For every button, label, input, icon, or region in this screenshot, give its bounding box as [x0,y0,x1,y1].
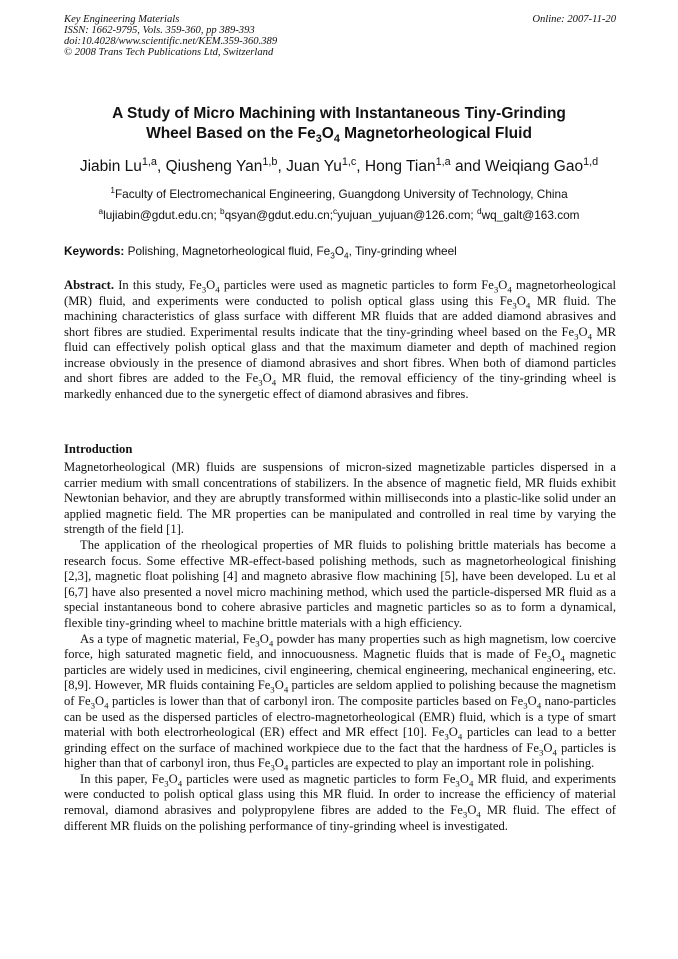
journal-copyright: © 2008 Trans Tech Publications Ltd, Switzerland [64,47,274,58]
abstract-label: Abstract. [64,278,115,292]
email-link[interactable]: qsyan@gdut.edu.cn; [224,208,333,222]
author: Qiusheng Yan$^{1,b}$, [165,155,287,175]
keywords-label: Keywords: [64,244,125,258]
title-line-1: A Study of Micro Machining with Instantaneous Tiny-Grinding [112,105,566,122]
abstract [64,278,616,402]
affiliation: $^1$Faculty of Electromechanical Engineering, Guangdong University of Technology, China [110,186,568,201]
author-list [60,157,618,177]
author: Hong Tian$^{1,a}$ and [364,155,486,175]
author: Weiqiang Gao$^{1,d}$ [485,155,599,175]
email-link[interactable]: lujiabin@gdut.edu.cn; [103,208,221,222]
email-link[interactable]: yujuan_yujuan@126.com; [337,208,477,222]
online-date: Online: 2007-11-20 [532,14,616,25]
journal-header [64,14,616,58]
title-line-2: Wheel Based on the $Fe_3O_4$ Magnetorheological Fluid [146,125,532,146]
paragraph: In this paper, $Fe_3O_4$ particles were used as magnetic particles to form $Fe_3O_4$ MR fluid, and experiments were conducted to polish optical glass using this MR fluid. In order to increase the efficiency of material removal, diamond abrasives and polypropylene fibres are added to the $Fe_3O_4$ MR fluid. The effect of different MR fluids on the polishing performance of tiny-grinding wheel is investigated. [64,771,617,833]
paragraph: As a type of magnetic material, $Fe_3O_4$ powder has many properties such as high magnetism, low coercive force, high saturated magnetic field, and innocuousness. Magnetic fluids that is made of $Fe_3O_4$ magnetic particles are widely used in medicines, civil engineering, chemical engineering, mechanical engineering, etc. [8,9]. However, MR fluids containing $Fe_3O_4$ particles are seldom applied to polishing because the magnetism of $Fe_3O_4$ particles is lower than that of carbonyl iron. The composite particles based on $Fe_3O_4$ nano-particles can be used as the dispersed particles of electro-magnetorheological (EMR) fluid, which is a type of smart material with both electrorheological (ER) effect and MR effect [10]. $Fe_3O_4$ particles can lead to a better grinding effect on the surface of machined workpiece due to the fact that the hardness of $Fe_3O_4$ particles is higher than that of carbonyl iron, thus $Fe_3O_4$ particles are expected to play an important role in polishing. [64,631,617,773]
abstract-body: In this study, $Fe_3O_4$ particles were used as magnetic particles to form $Fe_3O_4$ magnetorheological (MR) fluid, and experiments were conducted to polish optical glass using this $Fe_3O_4$ MR fluid. The machining characteristics of glass surface with different MR fluids that are added diamond abrasives and short fibres are studied. Experimental results indicate that the tiny-grinding wheel based on the $Fe_3O_4$ MR fluid can effectively polish optical glass and that the maximum diameter and depth of machined region increase obviously in the presence of diamond abrasives and short fibres. When both of diamond particles and short fibres are added to the $Fe_3O_4$ MR fluid, the removal efficiency of the tiny-grinding wheel is markedly enhanced due to the synergetic effect of diamond abrasives and fibres. [64,278,616,401]
journal-issn: ISSN: 1662-9795, Vols. 359-360, pp 389-393 [64,25,255,36]
introduction-body [64,460,616,834]
author: Jiabin Lu$^{1,a}$, [79,155,166,175]
paragraph: Magnetorheological (MR) fluids are suspensions of micron-sized magnetizable particles dispersed in a carrier medium with small concentrations of stabilizers. In the absence of magnetic field, MR fluids exhibit Newtonian behavior, and they are abruptly transformed within milliseconds into a plastic-like solid under an applied magnetic field. The MR properties can be manipulated and controlled in real time by varying the strength of the field [1]. [64,460,616,537]
section-heading-introduction: Introduction [64,442,133,456]
author: Juan Yu$^{1,c}$, [286,155,365,175]
paragraph: The application of the rheological properties of MR fluids to polishing brittle materials has become a research focus. Some effective MR-effect-based polishing methods, such as magnetorheological finishing [2,3], magnetic float polishing [4] and magneto abrasive flow machining [5], have been developed. Lu et al [6,7] have also presented a novel micro machining method, which used the particle-dispersed MR fluid as a special instantaneous bond to cohere abrasive particles and magnetic particles so as to form a dynamical, flexible tiny-grinding wheel to machine brittle materials with a high efficiency. [64,537,616,630]
paper-title [60,104,618,144]
email-link[interactable]: wq_galt@163.com [481,208,580,222]
journal-name: Key Engineering Materials [64,14,180,25]
journal-doi: doi:10.4028/www.scientific.net/KEM.359-360.389 [64,36,278,47]
author-emails: $^a$lujiabin@gdut.edu.cn; $^b$qsyan@gdut.edu.cn;$^c$yujuan_yujuan@126.com; $^d$wq_galt@163.com [98,207,580,222]
keywords: Keywords: Polishing, Magnetorheological fluid, $Fe_3O_4$, Tiny-grinding wheel [64,244,457,261]
